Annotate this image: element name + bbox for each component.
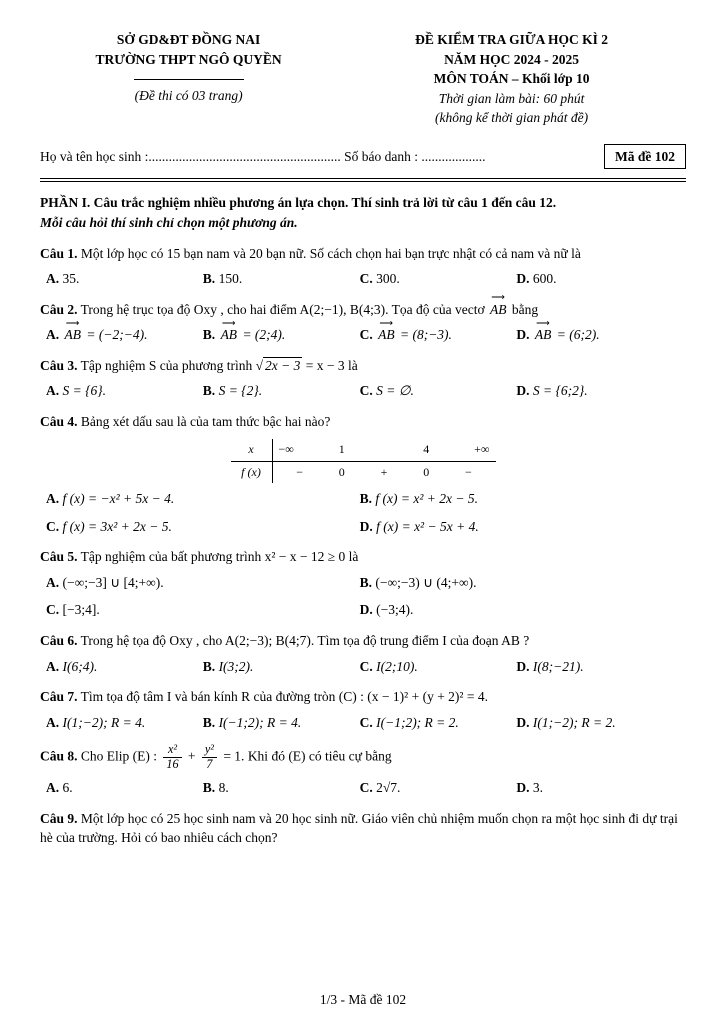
question-1-options <box>40 269 686 289</box>
question-4-label: Câu 4. <box>40 413 78 429</box>
fraction-1 <box>163 743 181 772</box>
question-4-option-b <box>360 489 686 509</box>
question-6-stem: Trong hệ tọa độ Oxy , cho A(2;−3); B(4;7). Tìm tọa độ trung điểm I của đoạn AB ? <box>80 633 530 649</box>
option-letter: C. <box>359 383 373 399</box>
option-text: S = {6}. <box>62 383 107 399</box>
option-letter: B. <box>359 491 372 507</box>
option-text: 35. <box>62 271 80 287</box>
option-letter: D. <box>516 327 530 343</box>
option-text: = (2;4). <box>242 327 286 343</box>
double-rule <box>40 178 686 182</box>
option-letter: C. <box>359 780 373 796</box>
option-text: [−3;4]. <box>62 602 100 618</box>
question-3-stem-pre: Tập nghiệm S của phương trình <box>80 357 253 373</box>
option-letter: B. <box>202 271 216 287</box>
question-6-option-b <box>203 657 360 677</box>
option-text: 6. <box>62 780 73 796</box>
question-8-option-c <box>360 778 517 798</box>
question-2-stem-pre: Trong hệ trục tọa độ Oxy , cho hai điểm A(2;−1), B(4;3). Tọa độ của vectơ <box>80 301 485 317</box>
question-5-option-c <box>46 600 360 620</box>
option-letter: D. <box>359 602 373 618</box>
option-letter: A. <box>46 714 60 730</box>
question-3-stem-post: = x − 3 là <box>305 357 358 373</box>
part1-note: Mỗi câu hỏi thí sinh chỉ chọn một phương án. <box>40 214 298 230</box>
question-8-stem-pre: Cho Elip (E) : <box>80 748 158 764</box>
option-text: = (6;2). <box>556 327 600 343</box>
sign-table-cell <box>363 441 405 458</box>
option-text: I(6;4). <box>62 658 98 674</box>
option-text: I(−1;2); R = 2. <box>376 714 459 730</box>
exam-code-badge: Mã đề 102 <box>604 144 686 170</box>
option-text: 2√7. <box>376 780 401 796</box>
header <box>40 30 686 128</box>
question-1-option-d <box>516 269 686 289</box>
header-left <box>40 30 337 128</box>
question-2-option-c <box>360 325 517 345</box>
pages-note: (Đề thi có 03 trang) <box>134 88 243 104</box>
question-7-stem: Tìm tọa độ tâm I và bán kính R của đường tròn (C) : (x − 1)² + (y + 2)² = 4. <box>80 689 488 705</box>
vector-notation: ⟶ AB <box>535 325 552 345</box>
option-text: 300. <box>376 271 400 287</box>
option-text: I(3;2). <box>218 658 254 674</box>
option-text: S = ∅. <box>376 383 414 399</box>
question-4-options <box>40 489 686 536</box>
question-8-option-b <box>203 778 360 798</box>
option-text: S = {2}. <box>218 383 263 399</box>
option-text: 3. <box>532 780 544 796</box>
question-5-option-a <box>46 573 360 593</box>
question-9-stem: Một lớp học có 25 học sinh nam và 20 học sinh nữ. Giáo viên chủ nhiệm muốn chọn ra một học sinh đi dự trại hè của trường. Hỏi có bao nhiêu cách chọn? <box>40 810 678 846</box>
option-letter: D. <box>359 518 373 534</box>
sign-table-cell: +∞ <box>474 442 490 457</box>
option-letter: A. <box>46 383 60 399</box>
question-4-option-a <box>46 489 360 509</box>
option-letter: A. <box>46 491 60 507</box>
option-letter: A. <box>46 574 60 590</box>
option-letter: C. <box>359 271 373 287</box>
option-letter: B. <box>359 574 372 590</box>
part1-title: PHẦN I. Câu trắc nghiệm nhiều phương án lựa chọn. Thí sinh trả lời từ câu 1 đến câu 12. <box>40 195 557 211</box>
question-6-option-a <box>46 657 203 677</box>
question-7-option-a <box>46 713 203 733</box>
header-right <box>337 30 686 128</box>
sign-table-fn: f (x) <box>231 462 273 483</box>
question-5-option-d <box>360 600 686 620</box>
question-6 <box>40 631 686 676</box>
page-footer: 1/3 - Mã đề 102 <box>319 992 407 1008</box>
sign-table-row-x <box>231 439 496 461</box>
fraction-numerator: x² <box>163 743 181 758</box>
option-letter: B. <box>202 780 216 796</box>
option-text: 150. <box>218 271 243 287</box>
duration: Thời gian làm bài: 60 phút <box>438 90 585 106</box>
option-letter: C. <box>46 518 60 534</box>
question-4-option-d <box>360 517 686 537</box>
fraction-2 <box>202 743 217 772</box>
vector-notation: ⟶ AB <box>65 325 82 345</box>
sign-table-cell: − <box>465 464 472 479</box>
question-7-option-b <box>203 713 360 733</box>
question-2-label: Câu 2. <box>40 301 78 317</box>
exam-title: ĐỀ KIỂM TRA GIỮA HỌC KÌ 2 <box>415 32 608 47</box>
question-4-option-c <box>46 517 360 537</box>
option-letter: A. <box>46 271 60 287</box>
question-7-options <box>40 713 686 733</box>
option-text: I(−1;2); R = 4. <box>218 714 302 730</box>
question-7 <box>40 687 686 732</box>
vector-notation: ⟶ AB <box>221 325 238 345</box>
option-text: f (x) = x² + 2x − 5. <box>375 491 478 507</box>
question-8-option-a <box>46 778 203 798</box>
school-board: SỞ GD&ĐT ĐỒNG NAI <box>116 32 261 47</box>
option-letter: C. <box>359 327 373 343</box>
school-year: NĂM HỌC 2024 - 2025 <box>444 51 580 67</box>
question-5 <box>40 547 686 620</box>
option-letter: B. <box>202 714 216 730</box>
sign-table-cell: 0 <box>423 464 430 479</box>
sign-table-cell: 4 <box>423 442 430 457</box>
question-3-option-b <box>203 381 360 401</box>
sign-table-cell: 0 <box>338 464 345 479</box>
sign-table-cell: − <box>296 464 303 479</box>
question-2 <box>40 300 686 345</box>
option-text: (−3;4). <box>376 602 414 618</box>
question-8 <box>40 743 686 798</box>
fraction-denominator: 16 <box>166 757 179 772</box>
question-1-option-b <box>203 269 360 289</box>
option-letter: A. <box>46 780 60 796</box>
fraction-denominator: 7 <box>206 757 213 772</box>
option-text: = (8;−3). <box>399 327 452 343</box>
radicand: 2x − 3 <box>265 357 301 373</box>
school-name: TRƯỜNG THPT NGÔ QUYỀN <box>95 51 282 67</box>
question-4-stem: Bảng xét dấu sau là của tam thức bậc hai nào? <box>80 413 331 429</box>
header-separator-line <box>134 79 244 80</box>
option-letter: C. <box>359 714 373 730</box>
question-5-stem: Tập nghiệm của bất phương trình x² − x − 12 ≥ 0 là <box>80 549 359 565</box>
question-7-option-d <box>516 713 686 733</box>
option-letter: D. <box>516 271 530 287</box>
question-8-option-d <box>516 778 686 798</box>
option-letter: D. <box>516 383 530 399</box>
option-letter: B. <box>202 658 216 674</box>
option-text: f (x) = −x² + 5x − 4. <box>62 491 175 507</box>
student-info-row <box>40 144 686 170</box>
option-letter: A. <box>46 658 60 674</box>
question-2-option-a <box>46 325 203 345</box>
fraction-numerator: y² <box>202 743 217 758</box>
question-2-stem-post: bằng <box>511 301 539 317</box>
option-text: f (x) = x² − 5x + 4. <box>376 518 479 534</box>
question-8-label: Câu 8. <box>40 748 78 764</box>
question-3 <box>40 356 686 401</box>
vector-notation: ⟶ AB <box>490 300 507 320</box>
equation-rhs: = 1. <box>223 748 245 764</box>
question-9-label: Câu 9. <box>40 810 78 826</box>
duration-note: (không kể thời gian phát đề) <box>435 110 589 126</box>
question-1-option-c <box>360 269 517 289</box>
question-5-label: Câu 5. <box>40 549 78 565</box>
sign-table-cell: −∞ <box>278 442 294 457</box>
question-4 <box>40 412 686 536</box>
sign-table-var: x <box>231 439 273 460</box>
question-2-option-d <box>516 325 686 345</box>
question-3-option-c <box>360 381 517 401</box>
sign-table-row-fx <box>231 462 496 483</box>
subject-title: MÔN TOÁN – Khối lớp 10 <box>433 71 590 87</box>
question-7-option-c <box>360 713 517 733</box>
question-6-label: Câu 6. <box>40 633 78 649</box>
vector-notation: ⟶ AB <box>378 325 395 345</box>
question-8-stem-post: Khi đó (E) có tiêu cự bằng <box>247 748 392 764</box>
question-8-options <box>40 778 686 798</box>
option-text: 600. <box>532 271 557 287</box>
question-6-options <box>40 657 686 677</box>
option-text: S = {6;2}. <box>532 383 588 399</box>
question-5-options <box>40 573 686 620</box>
option-text: (−∞;−3) ∪ (4;+∞). <box>375 574 477 590</box>
question-1 <box>40 244 686 289</box>
option-text: = (−2;−4). <box>86 327 148 343</box>
option-letter: C. <box>359 658 373 674</box>
option-letter: B. <box>202 383 216 399</box>
option-letter: D. <box>516 780 530 796</box>
question-6-option-d <box>516 657 686 677</box>
option-text: f (x) = 3x² + 2x − 5. <box>62 518 172 534</box>
question-6-option-c <box>360 657 517 677</box>
option-text: I(8;−21). <box>532 658 584 674</box>
question-2-option-b <box>203 325 360 345</box>
radical-sign: √ <box>255 357 264 373</box>
question-1-option-a <box>46 269 203 289</box>
question-3-label: Câu 3. <box>40 357 78 373</box>
question-3-options <box>40 381 686 401</box>
sign-table-cell: + <box>380 464 388 479</box>
plus-sign: + <box>187 748 196 764</box>
question-3-option-a <box>46 381 203 401</box>
option-text: I(2;10). <box>376 658 418 674</box>
student-name-line: Họ và tên học sinh :......................................................... Số báo danh : ................... <box>40 148 486 164</box>
question-1-label: Câu 1. <box>40 245 78 261</box>
sign-table-cell: 1 <box>338 442 345 457</box>
option-letter: C. <box>46 602 60 618</box>
option-text: 8. <box>218 780 229 796</box>
question-1-stem: Một lớp học có 15 bạn nam và 20 bạn nữ. Số cách chọn hai bạn trực nhật có cả nam và nữ là <box>80 245 581 261</box>
sign-table <box>231 439 496 483</box>
option-text: I(1;−2); R = 2. <box>532 714 616 730</box>
question-5-option-b <box>360 573 686 593</box>
option-letter: A. <box>46 327 60 343</box>
option-text: I(1;−2); R = 4. <box>62 714 146 730</box>
question-9 <box>40 809 686 848</box>
option-letter: D. <box>516 658 530 674</box>
option-text: (−∞;−3] ∪ [4;+∞). <box>62 574 164 590</box>
option-letter: B. <box>202 327 216 343</box>
question-2-options <box>40 325 686 345</box>
option-letter: D. <box>516 714 530 730</box>
question-3-option-d <box>516 381 686 401</box>
question-7-label: Câu 7. <box>40 689 78 705</box>
